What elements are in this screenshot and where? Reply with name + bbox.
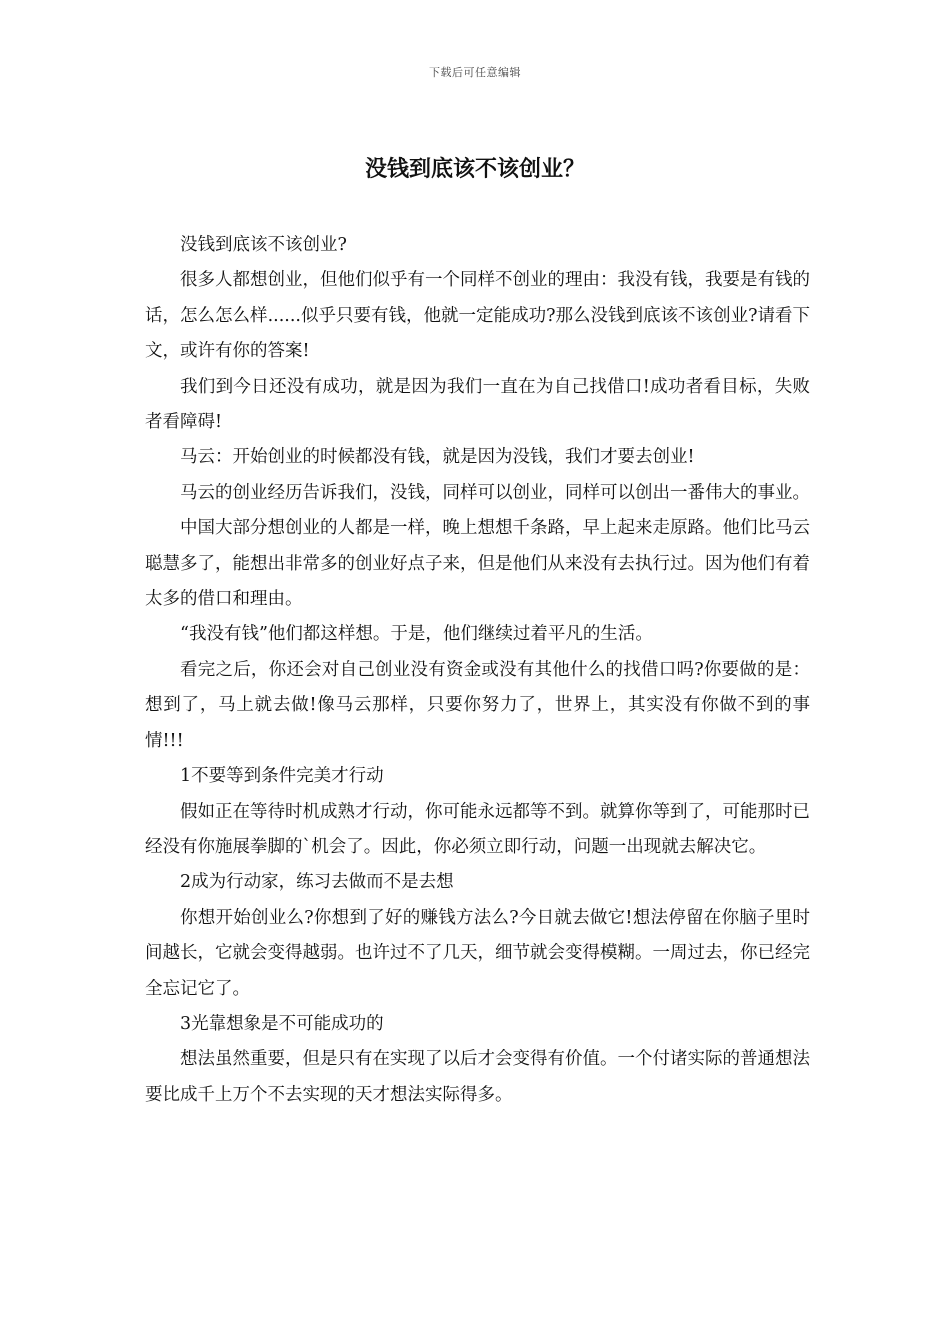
section-heading: 1不要等到条件完美才行动 bbox=[180, 766, 384, 787]
paragraph: 你想开始创业么?你想到了好的赚钱方法么?今日就去做它!想法停留在你脑子里时间越长，它就会变得越弱。也许过不了几天，细节就会变得模糊。一周过去，你已经完全忘记它了。 bbox=[145, 907, 810, 999]
paragraph: 想法虽然重要，但是只有在实现了以后才会变得有价值。一个付诸实际的普通想法要比成千上万个不去实现的天才想法实际得多。 bbox=[145, 1049, 810, 1105]
paragraph: 我们到今日还没有成功，就是因为我们一直在为自己找借口!成功者看目标，失败者看障碍! bbox=[145, 376, 810, 433]
document-title: 没钱到底该不该创业？ bbox=[364, 157, 585, 182]
section-heading: 2成为行动家，练习去做而不是去想 bbox=[180, 872, 454, 893]
paragraph: “我没有钱”他们都这样想。于是，他们继续过着平凡的生活。 bbox=[180, 624, 653, 645]
paragraph: 马云的创业经历告诉我们，没钱，同样可以创业，同样可以创出一番伟大的事业。 bbox=[180, 482, 810, 503]
paragraph: 中国大部分想创业的人都是一样，晚上想想千条路，早上起来走原路。他们比马云聪慧多了，能想出非常多的创业好点子来，但是他们从来没有去执行过。因为他们有着太多的借口和理由。 bbox=[145, 518, 810, 610]
paragraph: 马云：开始创业的时候都没有钱，就是因为没钱，我们才要去创业! bbox=[180, 447, 695, 468]
paragraph: 看完之后，你还会对自己创业没有资金或没有其他什么的找借口吗?你要做的是：想到了，马上就去做!像马云那样，只要你努力了，世界上，其实没有你做不到的事情!!! bbox=[145, 659, 810, 751]
section-heading: 3光靠想象是不可能成功的 bbox=[180, 1013, 384, 1034]
paragraph: 很多人都想创业，但他们似乎有一个同样不创业的理由：我没有钱，我要是有钱的话，怎么怎么样......似乎只要有钱，他就一定能成功?那么没钱到底该不该创业?请看下文，或许有你的答案! bbox=[145, 270, 810, 362]
header-note: 下载后可任意编辑 bbox=[429, 66, 521, 79]
paragraph: 没钱到底该不该创业? bbox=[180, 235, 347, 255]
document-body bbox=[145, 228, 810, 1113]
paragraph: 假如正在等待时机成熟才行动，你可能永远都等不到。就算你等到了，可能那时已经没有你施展拳脚的`机会了。因此，你必须立即行动，问题一出现就去解决它。 bbox=[145, 801, 810, 857]
